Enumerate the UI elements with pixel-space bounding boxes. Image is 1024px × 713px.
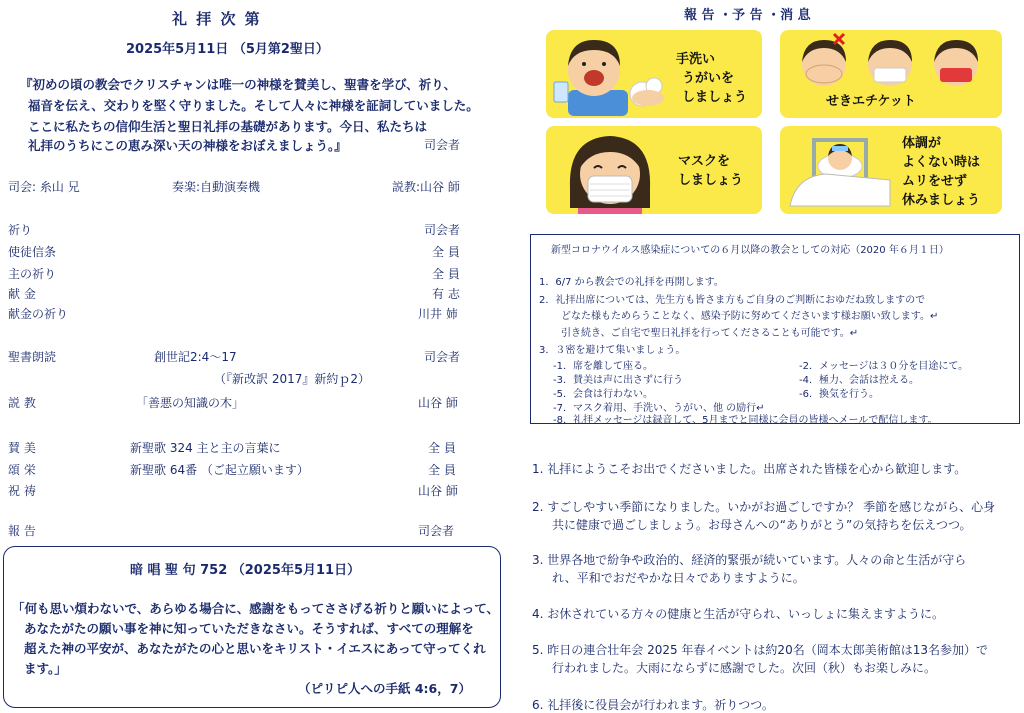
stay-home-panel <box>780 126 1002 214</box>
order-item-person: 有 志 <box>432 287 460 301</box>
handwash-panel <box>546 30 762 118</box>
covid-rule: -4．極力、会話は控える。 <box>799 375 919 386</box>
order-item-name: 祝 祷 <box>8 484 36 498</box>
report-name: 報 告 <box>8 524 36 538</box>
verse-line: ます。」 <box>24 661 67 676</box>
order-item-name: 献金の祈り <box>8 307 69 321</box>
stay-home-text: ムリをせず <box>902 174 968 189</box>
hymn-detail: 新聖歌 324 主と主の言葉に <box>130 441 281 455</box>
page-title: 礼 拝 次 第 <box>172 10 262 28</box>
covid-line: 1．6/7 から教会での礼拝を再開します。 <box>539 277 724 288</box>
reading-passage: 創世記2:4～17 <box>154 350 237 364</box>
covid-rule: -6．換気を行う。 <box>799 389 879 400</box>
memory-verse-box <box>3 546 501 708</box>
covid-notice-box <box>530 234 1020 424</box>
handwash-text: 手洗い <box>676 52 716 67</box>
order-item-person: 山谷 師 <box>418 484 458 498</box>
order-item-person: 司会者 <box>424 223 461 237</box>
news-item-cont: 行われました。大雨にならずに感謝でした。次回（秋）もお楽しみに。 <box>552 661 937 675</box>
news-item: 4. お休されている方々の健康と生活が守られ、いっしょに集えますように。 <box>532 607 944 621</box>
covid-rule: -8．礼拝メッセージは録音して、5月までと同様に会員の皆様へメールで配信します。 <box>553 415 938 426</box>
covid-notice-title: 新型コロナウイルス感染症についての６月以降の教会としての対応（2020 年６月１日） <box>551 245 949 256</box>
reading-bible-version: （『新改訳 2017』新約ｐ2） <box>214 372 370 386</box>
call-line: 『初めの頃の教会でクリスチャンは唯一の神様を賛美し、聖書を学び、祈り、 <box>20 77 457 92</box>
covid-rule: -1．席を離して座る。 <box>553 361 653 372</box>
covid-rule: -7．マスク着用、手洗い、うがい、他 の励行↵ <box>553 403 765 414</box>
stay-home-text: 休みましょう <box>902 193 981 208</box>
order-item-name: 祈り <box>8 223 33 237</box>
stay-home-text: 体調が <box>902 136 942 151</box>
mask-text: しましょう <box>678 173 744 188</box>
news-item-cont: 共に健康で過ごしましょう。お母さんへの“ありがとう”の気持ちを伝えつつ。 <box>552 518 972 532</box>
call-line: 礼拝のうちにこの恵み深い天の神様をおぼえましょう。』 <box>28 138 347 153</box>
covid-rule: -2．メッセージは３０分を目途にて。 <box>799 361 969 372</box>
order-item-name: 主の祈り <box>8 267 57 281</box>
handwash-illustration-icon <box>550 32 670 116</box>
covid-line: どなた様もためらうことなく、感染予防に努めてくださいます様お願い致します。↵ <box>561 311 939 322</box>
news-item: 3. 世界各地で紛争や政治的、経済的緊張が続いています。人々の命と生活が守ら <box>532 553 967 567</box>
handwash-text: しましょう <box>682 90 748 105</box>
covid-line: 引き続き、ご自宅で聖日礼拝を行ってくださることも可能です。↵ <box>561 328 859 339</box>
covid-line: 2．礼拝出席については、先生方も皆さま方もご自身のご判断におゆだね致しますので <box>539 295 926 306</box>
sermon-title: 「善悪の知識の木」 <box>136 396 245 410</box>
mask-illustration-icon <box>560 128 660 214</box>
covid-rule: -5．会食は行わない。 <box>553 389 653 400</box>
organist: 奏楽:自動演奏機 <box>172 180 261 194</box>
sermon-person: 山谷 師 <box>418 396 458 410</box>
cough-etiquette-illustration-icon <box>784 32 998 90</box>
verse-line: 超えた神の平安が、あなたがたの心と思いをキリスト・イエスにあって守ってくれ <box>24 641 486 656</box>
mask-text: マスクを <box>678 154 731 169</box>
order-item-name: 頌 栄 <box>8 463 36 477</box>
order-item-person: 全 員 <box>428 463 456 477</box>
sermon-name: 説 教 <box>8 396 36 410</box>
order-item-name: 献 金 <box>8 287 36 301</box>
sick-in-bed-illustration-icon <box>786 132 896 212</box>
news-item: 5. 昨日の連合壮年会 2025 年春イベントは約20名（岡本太郎美術館は13名参加）で <box>532 643 988 657</box>
doxology-detail: 新聖歌 64番 （ご起立願います） <box>130 463 309 477</box>
news-item: 1. 礼拝にようこそお出でくださいました。出席された皆様を心から歓迎します。 <box>532 462 967 476</box>
announcements-title: 報 告 ・予 告 ・消 息 <box>684 8 811 23</box>
order-item-name: 使徒信条 <box>8 245 57 259</box>
verse-reference: （ピリピ人への手紙 4:6，7） <box>298 681 471 696</box>
handwash-text: うがいを <box>682 71 735 86</box>
order-item-person: 全 員 <box>428 441 456 455</box>
call-line: ここに私たちの信仰生活と聖日礼拝の基礎があります。今日、私たちは <box>28 119 428 134</box>
covid-line: 3．３密を避けて集いましょう。 <box>539 345 686 356</box>
order-item-person: 全 員 <box>432 245 460 259</box>
verse-line: あなたがたの願い事を神に知っていただきなさい。そうすれば、すべての理解を <box>24 621 474 636</box>
reading-person: 司会者 <box>424 350 461 364</box>
verse-line: 「何も思い煩わないで、あらゆる場合に、感謝をもってささげる祈りと願いによって、 <box>12 601 500 616</box>
memory-verse-title: 暗 唱 聖 句 752 （2025年5月11日） <box>130 563 361 578</box>
order-item-name: 賛 美 <box>8 441 36 455</box>
news-item-cont: れ、平和でおだやかな日々でありますように。 <box>552 571 805 585</box>
cough-etiquette-text: せきエチケット <box>826 94 916 109</box>
news-item: 2. すごしやすい季節になりました。いかがお過ごしですか？ 季節を感じながら、心身 <box>532 500 996 514</box>
news-item: 6. 礼拝後に役員会が行われます。祈りつつ。 <box>532 698 774 712</box>
covid-rule: -3．賛美は声に出さずに行う <box>553 375 683 386</box>
report-person: 司会者 <box>418 524 455 538</box>
preacher: 説教:山谷 師 <box>392 180 460 194</box>
cough-etiquette-panel <box>780 30 1002 118</box>
call-leader: 司会者 <box>424 138 461 152</box>
order-item-person: 全 員 <box>432 267 460 281</box>
stay-home-text: よくない時は <box>902 155 981 170</box>
presider: 司会: 糸山 兄 <box>8 180 80 194</box>
service-date: 2025年5月11日 （5月第2聖日） <box>126 42 329 57</box>
call-line: 福音を伝え、交わりを堅く守りました。そして人々に神様を証詞していました。 <box>28 98 479 113</box>
mask-panel <box>546 126 762 214</box>
reading-name: 聖書朗読 <box>8 350 57 364</box>
order-item-person: 川井 姉 <box>418 307 458 321</box>
